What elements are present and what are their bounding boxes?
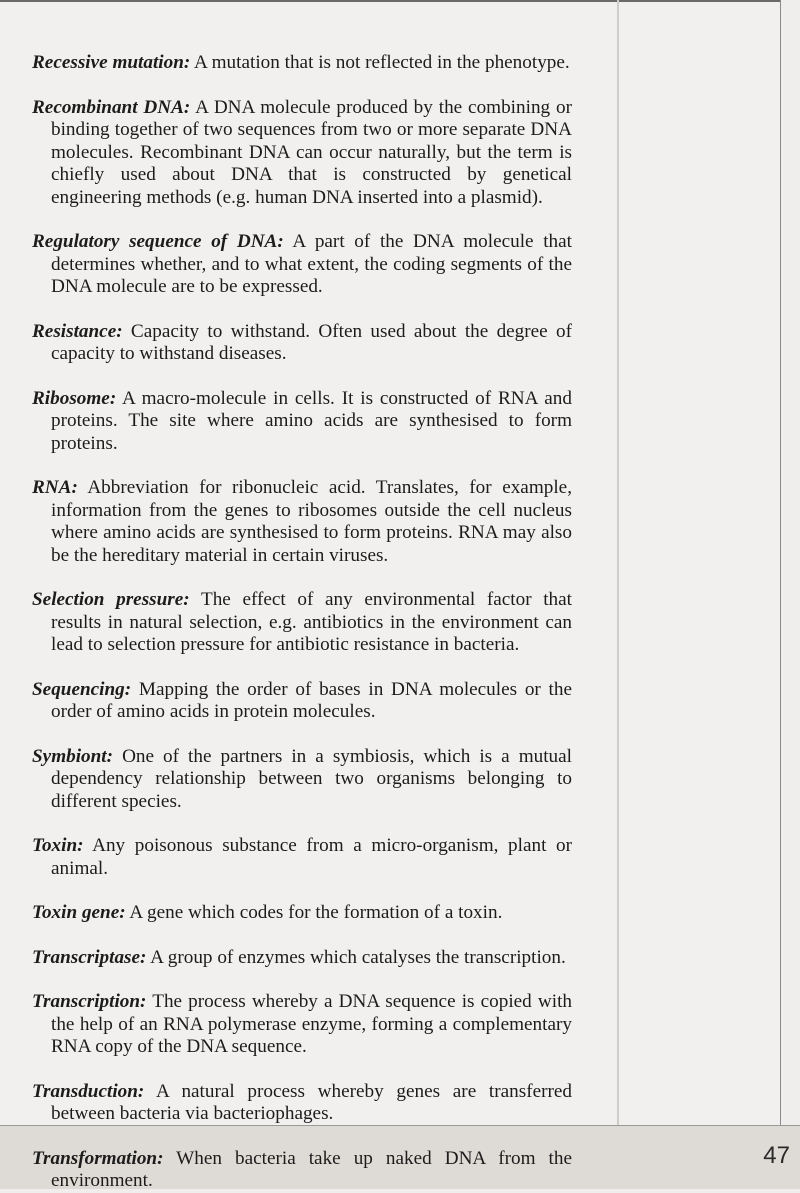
margin-fold-line — [617, 0, 619, 1125]
glossary-definition: A DNA molecule produced by the combining or binding together of two sequences from two or more separate DNA molecules. Recombinant DNA can occur naturally, but the term is chiefly used about DNA that is constructed by genetical engineering methods (e.g. human DNA inserted into a plasmid). — [51, 96, 572, 208]
glossary-term: Transduction: — [32, 1080, 145, 1102]
glossary-entry-recombinant-dna — [32, 97, 572, 210]
glossary-term: Toxin: — [32, 835, 84, 856]
glossary-definition: When bacteria take up naked DNA from the environment. — [51, 1147, 572, 1191]
glossary-definition: The process whereby a DNA sequence is copied with the help of an RNA polymerase enzyme, forming a complementary RNA copy of the DNA sequence. — [51, 991, 572, 1057]
glossary-entry-selection-pressure — [32, 589, 572, 657]
glossary-entry-rna — [32, 477, 572, 567]
glossary-entry-symbiont — [32, 746, 572, 814]
glossary-list — [32, 52, 572, 1193]
glossary-term: Recombinant DNA: — [32, 96, 191, 118]
glossary-term: Recessive mutation: — [32, 52, 191, 73]
glossary-entry-sequencing — [32, 679, 572, 724]
glossary-entry-transcriptase — [32, 947, 572, 970]
glossary-term: Selection pressure: — [32, 589, 190, 610]
glossary-definition: A gene which codes for the formation of a toxin. — [129, 902, 503, 923]
glossary-entry-transduction — [32, 1081, 572, 1126]
right-border-line — [780, 0, 781, 1125]
glossary-term: RNA: — [32, 477, 78, 498]
glossary-definition: A part of the DNA molecule that determines whether, and to what extent, the coding segments of the DNA molecule are to be expressed. — [51, 231, 572, 297]
glossary-definition: Abbreviation for ribonucleic acid. Translates, for example, information from the genes to ribosomes outside the cell nucleus where amino acids are synthesised to form proteins. RNA may also be the hereditary material in certain viruses. — [51, 477, 572, 566]
glossary-entry-toxin-gene — [32, 902, 572, 925]
glossary-definition: A mutation that is not reflected in the phenotype. — [194, 52, 570, 73]
glossary-entry-regulatory-sequence — [32, 231, 572, 299]
glossary-definition: A natural process whereby genes are transferred between bacteria via bacteriophages. — [51, 1080, 572, 1124]
glossary-entry-ribosome — [32, 388, 572, 456]
glossary-term: Toxin gene: — [32, 902, 126, 923]
glossary-term: Resistance: — [32, 320, 123, 342]
glossary-entry-recessive-mutation — [32, 52, 572, 75]
glossary-entry-toxin — [32, 835, 572, 880]
page-number: 47 — [763, 1142, 790, 1169]
glossary-entry-transformation — [32, 1148, 572, 1193]
glossary-definition: Any poisonous substance from a micro-organism, plant or animal. — [51, 835, 572, 879]
glossary-term: Transcriptase: — [32, 946, 147, 968]
glossary-definition: Capacity to withstand. Often used about the degree of capacity to withstand diseases. — [51, 320, 572, 364]
glossary-term: Transformation: — [32, 1147, 164, 1169]
glossary-entry-transcription — [32, 991, 572, 1059]
glossary-term: Symbiont: — [32, 745, 114, 767]
glossary-definition: A group of enzymes which catalyses the transcription. — [150, 946, 566, 968]
glossary-term: Ribosome: — [32, 387, 117, 409]
glossary-term: Transcription: — [32, 991, 147, 1012]
glossary-term: Regulatory sequence of DNA: — [32, 231, 284, 252]
glossary-definition: Mapping the order of bases in DNA molecules or the order of amino acids in protein molecules. — [51, 678, 573, 722]
glossary-definition: A macro-molecule in cells. It is constructed of RNA and proteins. The site where amino acids are synthesised to form proteins. — [51, 387, 572, 454]
glossary-term: Sequencing: — [32, 678, 132, 700]
glossary-entry-resistance — [32, 321, 572, 366]
glossary-definition: One of the partners in a symbiosis, which is a mutual dependency relationship between two organisms belonging to different species. — [51, 745, 572, 812]
glossary-definition: The effect of any environmental factor that results in natural selection, e.g. antibiotics in the environment can lead to selection pressure for antibiotic resistance in bacteria. — [51, 589, 572, 655]
